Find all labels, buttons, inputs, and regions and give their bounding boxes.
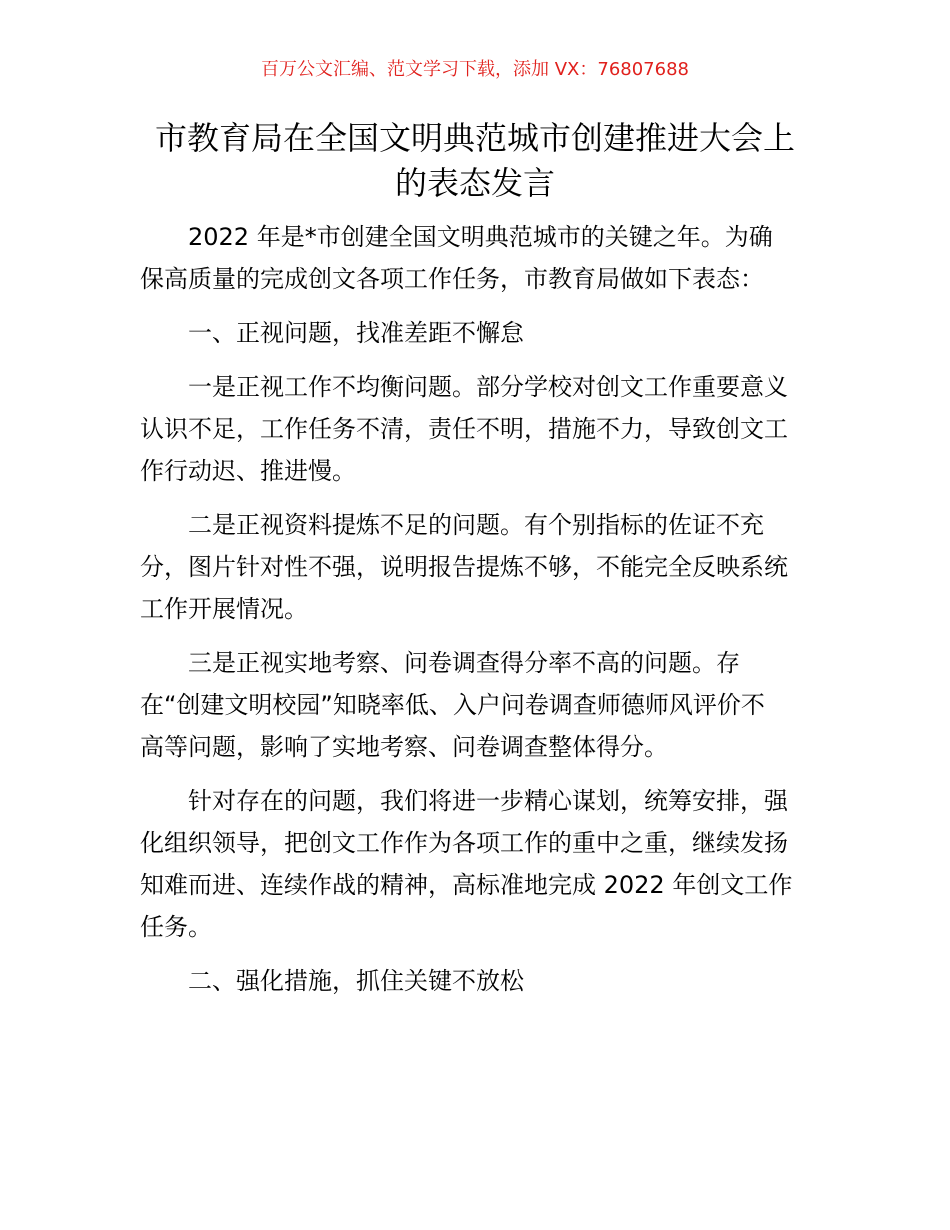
paragraph-line: 高等问题，影响了实地考察、问卷调查整体得分。 — [140, 733, 668, 761]
paragraph-line: 三是正视实地考察、问卷调查得分率不高的问题。存 — [188, 649, 740, 677]
section-heading-1 — [140, 312, 812, 354]
paragraph-line: 一是正视工作不均衡问题。部分学校对创文工作重要意义 — [188, 373, 788, 401]
paragraph-line: 认识不足，工作任务不清，责任不明，措施不力，导致创文工 — [140, 415, 788, 443]
paragraph-line: 知难而进、连续作战的精神，高标准地完成 2022 年创文工作 — [140, 871, 793, 899]
header-watermark: 百万公文汇编、范文学习下载，添加 VX：76807688 — [261, 59, 689, 80]
paragraph-intro — [140, 216, 812, 300]
document-title — [120, 116, 830, 206]
paragraph-line: 保高质量的完成创文各项工作任务，市教育局做如下表态： — [140, 265, 764, 293]
paragraph-line: 二是正视资料提炼不足的问题。有个别指标的佐证不充 — [188, 511, 764, 539]
paragraph-line: 在“创建文明校园”知晓率低、入户问卷调查师德师风评价不 — [140, 691, 765, 719]
paragraph-line: 分，图片针对性不强，说明报告提炼不够，不能完全反映系统 — [140, 553, 788, 581]
heading-line: 一、正视问题，找准差距不懈怠 — [188, 319, 524, 347]
paragraph-line: 作行动迟、推进慢。 — [140, 457, 356, 485]
document-body — [140, 216, 812, 1014]
paragraph-line: 2022 年是*市创建全国文明典范城市的关键之年。为确 — [188, 223, 773, 251]
paragraph-point-3 — [140, 642, 812, 768]
paragraph-line: 任务。 — [140, 913, 212, 941]
paragraph-point-1 — [140, 366, 812, 492]
paragraph-line: 针对存在的问题，我们将进一步精心谋划，统筹安排，强 — [188, 787, 788, 815]
title-line: 的表态发言 — [394, 164, 555, 202]
title-line: 市教育局在全国文明典范城市创建推进大会上 — [154, 119, 795, 157]
heading-line: 二、强化措施，抓住关键不放松 — [188, 967, 524, 995]
paragraph-response — [140, 780, 812, 948]
paragraph-line: 化组织领导，把创文工作作为各项工作的重中之重，继续发扬 — [140, 829, 788, 857]
paragraph-line: 工作开展情况。 — [140, 595, 308, 623]
paragraph-point-2 — [140, 504, 812, 630]
section-heading-2 — [140, 960, 812, 1002]
